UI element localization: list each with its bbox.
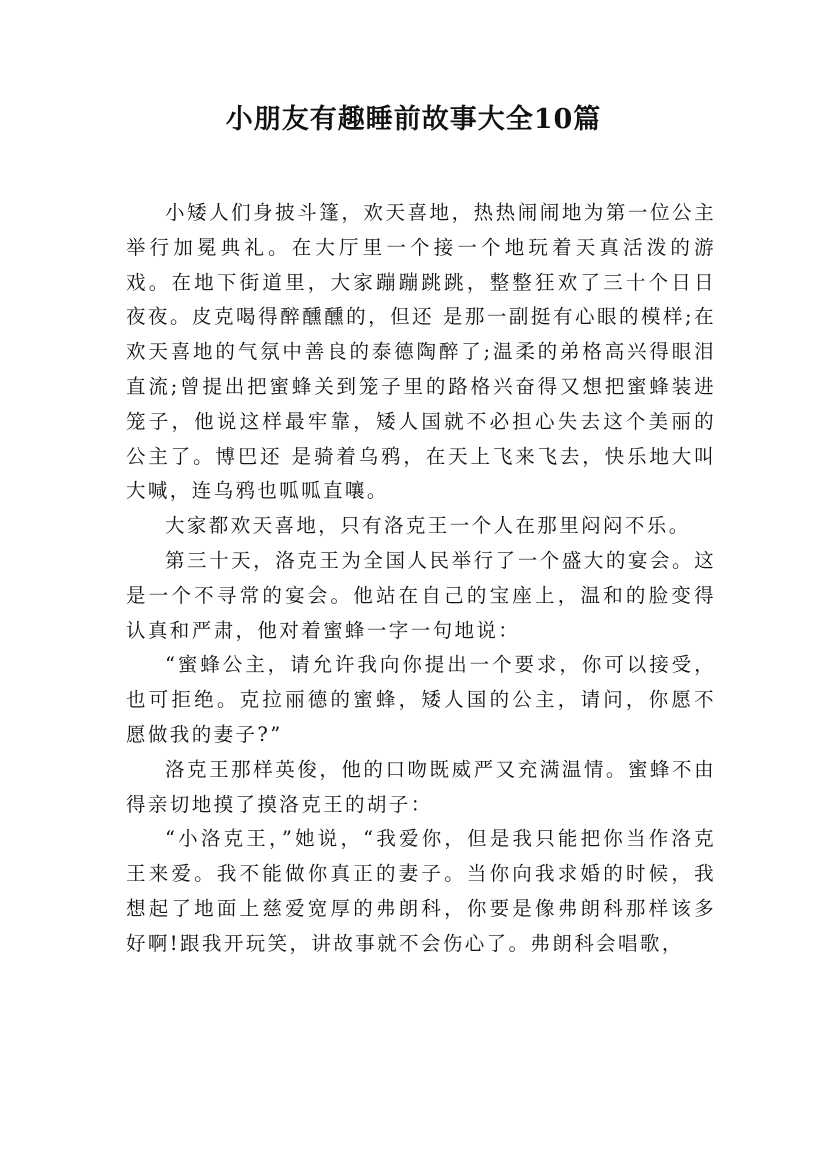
paragraph: “蜜蜂公主，请允许我向你提出一个要求，你可以接受，也可拒绝。克拉丽德的蜜蜂，矮人国的公主，请问，你愿不愿做我的妻子?” xyxy=(126,653,716,746)
paragraph: 第三十天，洛克王为全国人民举行了一个盛大的宴会。这是一个不寻常的宴会。他站在自己的宝座上，温和的脸变得认真和严肃，他对着蜜蜂一字一句地说： xyxy=(126,548,716,642)
paragraph: 大家都欢天喜地，只有洛克王一个人在那里闷闷不乐。 xyxy=(165,514,691,538)
paragraph: 洛克王那样英俊，他的口吻既威严又充满温情。蜜蜂不由得亲切地摸了摸洛克王的胡子： xyxy=(126,757,716,816)
story-body xyxy=(126,196,716,962)
paragraph: 小矮人们身披斗篷，欢天喜地，热热闹闹地为第一位公主举行加冕典礼。在大厅里一个接一个地玩着天真活泼的游戏。在地下街道里，大家蹦蹦跳跳，整整狂欢了三十个日日夜夜。皮克喝得醉醺醺的，但还 是那一副挺有心眼的模样;在欢天喜地的气氛中善良的泰德陶醉了;温柔的弟格高兴得眼泪直流;曾提出把蜜蜂关到笼子里的路格兴奋得又想把蜜蜂装进笼子，他说这样最牢靠，矮人国就不必担心失去这个美丽的公主了。博巴还 是骑着乌鸦，在天上飞来飞去，快乐地大叫大喊，连乌鸦也呱呱直嚷。 xyxy=(126,201,716,503)
document-title: 小朋友有趣睡前故事大全10篇 xyxy=(225,104,602,135)
paragraph: “小洛克王，”她说，“我爱你，但是我只能把你当作洛克王来爱。我不能做你真正的妻子。当你向我求婚的时候，我想起了地面上慈爱宽厚的弗朗科，你要是像弗朗科那样该多好啊!跟我开玩笑，讲故事就不会伤心了。弗朗科会唱歌， xyxy=(126,827,716,955)
